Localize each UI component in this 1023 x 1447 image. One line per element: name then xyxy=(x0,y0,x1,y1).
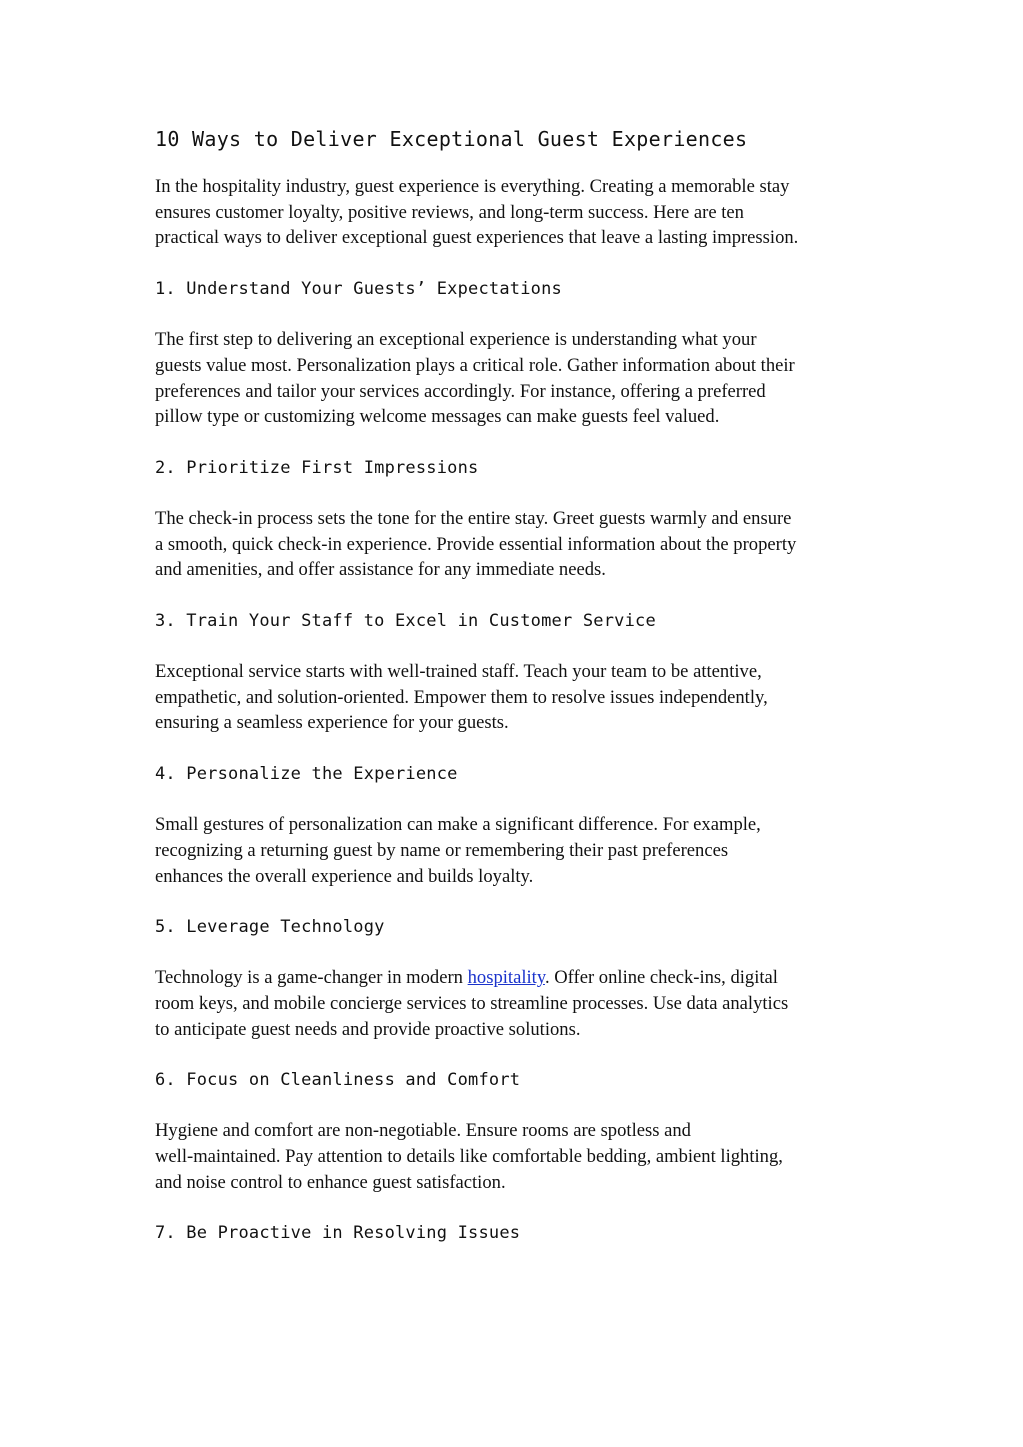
paragraph-line: enhances the overall experience and builds loyalty. xyxy=(155,865,534,887)
paragraph-line: to anticipate guest needs and provide proactive solutions. xyxy=(155,1018,581,1040)
intro-line: In the hospitality industry, guest experience is everything. Creating a memorable stay xyxy=(155,176,790,197)
paragraph-line: Small gestures of personalization can make a significant difference. For example, xyxy=(155,814,761,836)
section-heading-6: 6. Focus on Cleanliness and Comfort xyxy=(155,1070,521,1091)
section-paragraph-6 xyxy=(155,1118,875,1195)
paragraph-text: . Offer online check-ins, digital xyxy=(544,967,778,989)
intro-paragraph xyxy=(155,174,875,251)
paragraph-line: guests value most. Personalization plays a critical role. Gather information about their xyxy=(155,354,795,376)
paragraph-line: well-maintained. Pay attention to details like comfortable bedding, ambient lighting, xyxy=(155,1146,783,1168)
section-paragraph-2 xyxy=(155,506,875,583)
section-paragraph-4 xyxy=(155,812,875,889)
paragraph-line: empathetic, and solution-oriented. Empower them to resolve issues independently, xyxy=(155,686,768,708)
paragraph-line: room keys, and mobile concierge services to streamline processes. Use data analytics xyxy=(155,992,789,1014)
paragraph-line: The first step to delivering an exceptional experience is understanding what your xyxy=(155,329,757,351)
paragraph-line: pillow type or customizing welcome messages can make guests feel valued. xyxy=(155,406,720,428)
section-paragraph-3 xyxy=(155,659,875,736)
intro-line: ensures customer loyalty, positive reviews, and long-term success. Here are ten xyxy=(155,201,744,223)
paragraph-line: and amenities, and offer assistance for any immediate needs. xyxy=(155,559,606,581)
section-paragraph-1 xyxy=(155,327,875,430)
paragraph-line: recognizing a returning guest by name or remembering their past preferences xyxy=(155,839,729,861)
document-content xyxy=(155,122,875,1271)
paragraph-line: a smooth, quick check-in experience. Provide essential information about the property xyxy=(155,533,797,555)
section-heading-5: 5. Leverage Technology xyxy=(155,917,385,938)
paragraph-line: ensuring a seamless experience for your guests. xyxy=(155,712,509,734)
paragraph-line: Exceptional service starts with well-trained staff. Teach your team to be attentive, xyxy=(155,661,762,683)
section-heading-1: 1. Understand Your Guests’ Expectations xyxy=(155,279,562,300)
section-paragraph-5 xyxy=(155,965,875,1042)
paragraph-text: Technology is a game-changer in modern xyxy=(155,967,468,989)
intro-line: practical ways to deliver exceptional guest experiences that leave a lasting impression. xyxy=(155,227,799,249)
paragraph-line: and noise control to enhance guest satisfaction. xyxy=(155,1171,506,1193)
section-heading-4: 4. Personalize the Experience xyxy=(155,764,458,785)
section-heading-3: 3. Train Your Staff to Excel in Customer Service xyxy=(155,611,656,632)
paragraph-line: Hygiene and comfort are non-negotiable. Ensure rooms are spotless and xyxy=(155,1120,691,1142)
paragraph-line: preferences and tailor your services accordingly. For instance, offering a preferred xyxy=(155,380,766,402)
section-heading-7: 7. Be Proactive in Resolving Issues xyxy=(155,1223,521,1244)
section-heading-2: 2. Prioritize First Impressions xyxy=(155,457,479,478)
paragraph-line: The check-in process sets the tone for the entire stay. Greet guests warmly and ensure xyxy=(155,507,792,529)
hospitality-link[interactable]: hospitality xyxy=(467,967,545,989)
document-title: 10 Ways to Deliver Exceptional Guest Experiences xyxy=(155,127,748,151)
